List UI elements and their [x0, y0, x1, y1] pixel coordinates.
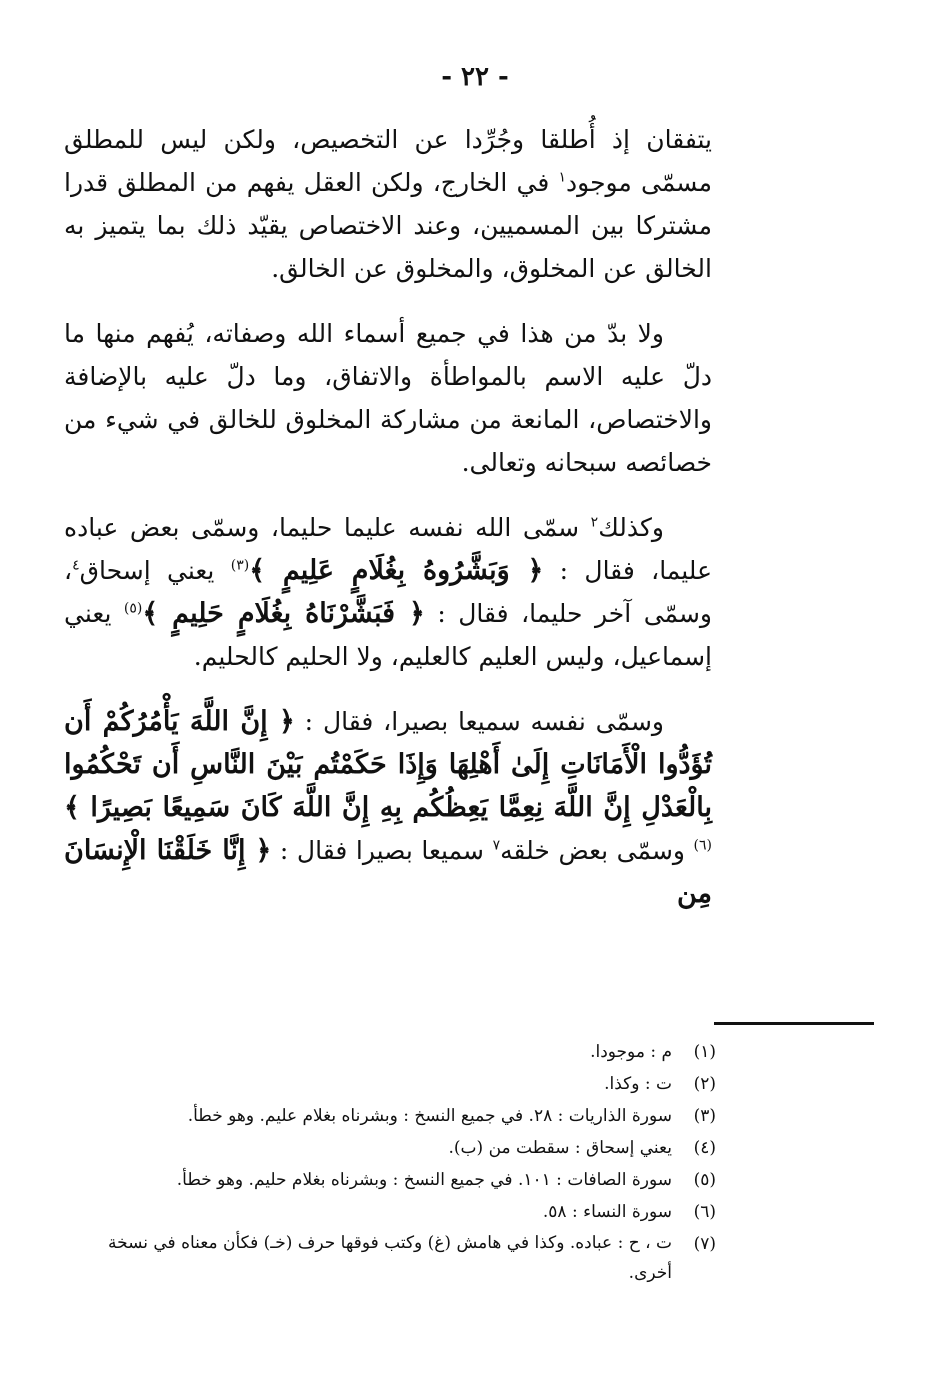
footnote-item	[66, 1068, 716, 1100]
footnote-text: ت : وكذا.	[604, 1074, 672, 1094]
footnote-item	[66, 1132, 716, 1164]
paragraph-4-text-a: وسمّى نفسه سميعا بصيرا، فقال :	[294, 707, 664, 736]
paragraph-3	[64, 506, 712, 678]
footnote-item	[66, 1164, 716, 1196]
main-text	[64, 118, 712, 937]
quran-verse-halim: ﴿ فَبَشَّرْنَاهُ بِغُلَامٍ حَلِيمٍ ﴾	[142, 598, 425, 629]
footnote-number: (٢)	[693, 1074, 716, 1094]
footnote-item	[66, 1100, 716, 1132]
paragraph-4	[64, 700, 712, 915]
footnote-ref-3: (٣)	[230, 557, 250, 574]
paragraph-4-text-c: سميعا بصيرا فقال :	[271, 836, 493, 865]
footnote-ref-6: (٦)	[693, 837, 713, 854]
footnote-item	[66, 1228, 716, 1288]
footnote-number: (٦)	[693, 1202, 716, 1222]
footnote-text: يعني إسحاق : سقطت من (ب).	[448, 1138, 672, 1158]
footnote-ref-5: (٥)	[123, 600, 143, 617]
paragraph-3-text-b: سمّى الله نفسه عليما حليما، وسمّى بعض عباده عليما، فقال :	[64, 513, 712, 585]
paragraph-4-text-b: وسمّى بعض خلقه	[500, 836, 694, 865]
footnote-number: (٧)	[693, 1234, 716, 1254]
footnote-number: (٤)	[693, 1138, 716, 1158]
paragraph-3-text-e: يعني إسماعيل، وليس العليم كالعليم، ولا الحليم كالحليم.	[64, 599, 712, 671]
footnote-ref-2: ٢	[590, 514, 599, 531]
footnotes	[66, 1036, 716, 1288]
paragraph-1	[64, 118, 712, 290]
paragraph-3-text-a: وكذلك	[598, 513, 664, 542]
paragraph-1-continuation: في الخارج، ولكن العقل يفهم من المطلق قدرا مشتركا بين المسميين، وعند الاختصاص يقيّد ذلك بما يتميز به الخالق عن المخلوق، والمخلوق عن الخالق.	[64, 168, 712, 283]
footnote-ref-1: ١	[558, 169, 567, 186]
footnote-text: سورة الذاريات : ٢٨. في جميع النسخ : وبشرناه بغلام عليم. وهو خطأ.	[187, 1106, 672, 1126]
paragraph-1-text: يتفقان إذ أُطلقا وجُرِّدا عن التخصيص، ولكن ليس للمطلق مسمّى موجود	[64, 125, 712, 197]
footnote-ref-4: ٤	[72, 557, 80, 574]
footnote-ref-7: ٧	[492, 837, 501, 854]
footnote-number: (٥)	[693, 1170, 716, 1190]
quran-verse-alim: ﴿ وَبَشَّرُوهُ بِغُلَامٍ عَلِيمٍ ﴾	[249, 555, 544, 586]
footnote-number: (١)	[693, 1042, 716, 1062]
footnote-text: ت ، ح : عباده. وكذا في هامش (غ) وكتب فوقها حرف (خـ) فكأن معناه في نسخة أخرى.	[108, 1233, 672, 1283]
footnote-divider	[714, 1022, 874, 1025]
footnote-item	[66, 1036, 716, 1068]
page-number: - ٢٢ -	[441, 62, 509, 92]
quran-verse-amanat: ﴿ إِنَّ اللَّهَ يَأْمُرُكُمْ أَن تُؤَدُّوا الْأَمَانَاتِ إِلَىٰ أَهْلِهَا وَإِذَا حَكَمْتُم بَيْنَ النَّاسِ أَن تَحْكُمُوا بِالْعَدْلِ إِنَّ اللَّهَ نِعِمَّا يَعِظُكُم بِهِ إِنَّ اللَّهَ كَانَ سَمِيعًا بَصِيرًا ﴾	[64, 706, 712, 823]
footnote-item	[66, 1196, 716, 1228]
paragraph-3-text-c: يعني إسحاق	[79, 556, 231, 585]
paragraph-2-text: ولا بدّ من هذا في جميع أسماء الله وصفاته، يُفهم منها ما دلّ عليه الاسم بالمواطأة والاتفاق، وما دلّ عليه بالإضافة والاختصاص، المانعة من مشاركة المخلوق للخالق في شيء من خصائصه سبحانه وتعالى.	[64, 319, 712, 477]
paragraph-3-text-d: ، وسمّى آخر حليما، فقال :	[64, 556, 712, 628]
footnote-text: م : موجودا.	[590, 1042, 672, 1062]
paragraph-2	[64, 312, 712, 484]
quran-verse-insan: ﴿ إِنَّا خَلَقْنَا الْإِنسَانَ مِن	[64, 835, 712, 909]
footnote-text: سورة الصافات : ١٠١. في جميع النسخ : وبشرناه بغلام حليم. وهو خطأ.	[176, 1170, 672, 1190]
footnote-text: سورة النساء : ٥٨.	[542, 1202, 672, 1222]
footnote-number: (٣)	[693, 1106, 716, 1126]
